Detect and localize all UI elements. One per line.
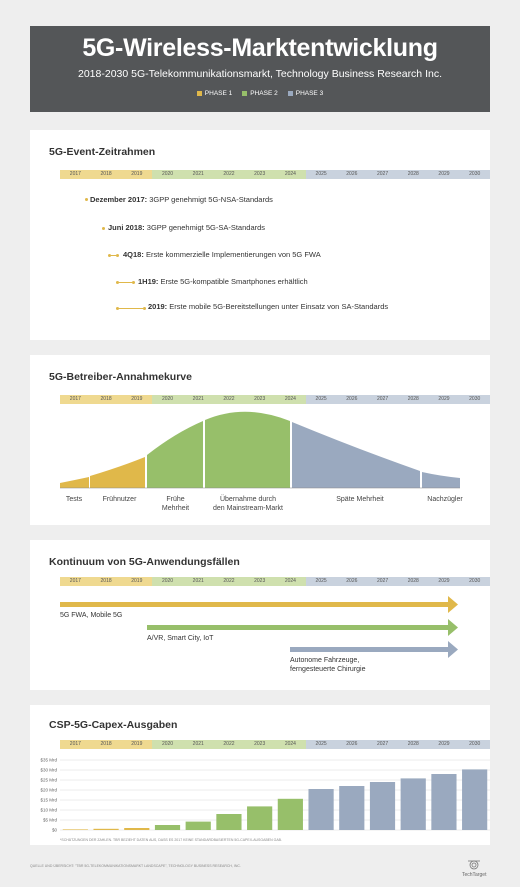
year-cell-2017: 2017 xyxy=(60,395,91,404)
curve-tests xyxy=(60,477,89,488)
capex-ytick-label: $20 Mrd xyxy=(40,787,57,793)
event-dot-1 xyxy=(85,198,88,201)
legend-swatch-2 xyxy=(242,91,247,96)
adoption-label-laggards-text: Nachzügler xyxy=(427,496,463,503)
year-cell-2024: 2024 xyxy=(275,170,306,179)
year-cell-2027: 2027 xyxy=(367,170,398,179)
capex-ytick-label: $25 Mrd xyxy=(40,777,57,783)
year-cell-2025: 2025 xyxy=(306,577,337,586)
year-cell-2029: 2029 xyxy=(429,170,460,179)
year-cell-2019: 2019 xyxy=(121,170,152,179)
capex-chart-svg xyxy=(30,705,490,845)
capex-footnote: *SCHÄTZUNGEN DER ZAHLEN. TBR BEZIEHT DATEN AUS, DASS ES 2017 KEINE STANDARDBASIERTEN 5G-CAPEX-AUSGABEN GAB. xyxy=(60,838,282,842)
legend-phase-1 xyxy=(197,90,232,97)
capex-bar-2026 xyxy=(339,786,364,830)
event-line-4 xyxy=(119,282,132,283)
phase-legend xyxy=(30,90,490,97)
year-cell-2022: 2022 xyxy=(214,395,245,404)
event-5-text: Erste mobile 5G-Bereitstellungen unter Einsatz von SA-Standards xyxy=(167,302,389,311)
adoption-label-early-majority xyxy=(148,495,203,513)
event-dot-2 xyxy=(102,227,105,230)
event-2-date: Juni 2018: xyxy=(108,223,145,232)
event-1-date: Dezember 2017: xyxy=(90,195,148,204)
adoption-label-mainstream-2: den Mainstream-Markt xyxy=(212,505,284,512)
year-cell-2028: 2028 xyxy=(398,170,429,179)
event-4 xyxy=(138,277,308,286)
year-cell-2021: 2021 xyxy=(183,170,214,179)
adoption-card xyxy=(30,355,490,525)
legend-swatch-1 xyxy=(197,91,202,96)
year-cell-2026: 2026 xyxy=(336,395,367,404)
year-cell-2025: 2025 xyxy=(306,395,337,404)
event-5-date: 2019: xyxy=(148,302,168,311)
year-cell-2026: 2026 xyxy=(336,577,367,586)
adoption-label-laggards xyxy=(415,495,475,504)
year-strip xyxy=(60,170,490,179)
year-cell-2021: 2021 xyxy=(183,577,214,586)
year-cell-2019: 2019 xyxy=(121,395,152,404)
event-4-text: Erste 5G-kompatible Smartphones erhältlich xyxy=(158,277,308,286)
adoption-label-mainstream xyxy=(198,495,298,513)
events-title: 5G-Event-Zeitrahmen xyxy=(49,146,156,158)
year-cell-2023: 2023 xyxy=(244,170,275,179)
adoption-label-early-majority-1: Frühe xyxy=(166,496,185,503)
usecase-label-3 xyxy=(290,656,366,674)
capex-bar-2020 xyxy=(155,825,180,830)
year-cell-2024: 2024 xyxy=(275,577,306,586)
event-2 xyxy=(108,223,265,232)
year-cell-2030: 2030 xyxy=(459,395,490,404)
year-cell-2027: 2027 xyxy=(367,740,398,749)
page-title: 5G-Wireless-Marktentwicklung xyxy=(82,34,438,62)
year-cell-2025: 2025 xyxy=(306,740,337,749)
usecase-arrow-1-shaft xyxy=(60,602,448,607)
year-cell-2029: 2029 xyxy=(429,577,460,586)
year-cell-2023: 2023 xyxy=(244,577,275,586)
event-line-5 xyxy=(119,308,143,309)
adoption-label-mainstream-1: Übernahme durch xyxy=(219,496,277,503)
legend-label-3: PHASE 3 xyxy=(295,90,324,97)
year-cell-2028: 2028 xyxy=(398,577,429,586)
legend-phase-3 xyxy=(288,90,323,97)
capex-bar-2019 xyxy=(124,828,149,830)
year-cell-2020: 2020 xyxy=(152,395,183,404)
year-cell-2020: 2020 xyxy=(152,577,183,586)
usecase-label-2 xyxy=(147,634,213,643)
capex-bar-2030 xyxy=(462,769,487,830)
legend-swatch-3 xyxy=(288,91,293,96)
capex-bar-2028 xyxy=(401,778,426,830)
year-cell-2022: 2022 xyxy=(214,170,245,179)
events-card xyxy=(30,130,490,340)
legend-phase-2 xyxy=(242,90,277,97)
page-subtitle: 2018-2030 5G-Telekommunikationsmarkt, Technology Business Research Inc. xyxy=(78,68,442,80)
usecases-card xyxy=(30,540,490,690)
capex-bar-2017 xyxy=(63,829,88,830)
curve-early-majority xyxy=(147,421,203,488)
event-dot-4b xyxy=(132,281,135,284)
year-cell-2023: 2023 xyxy=(244,740,275,749)
event-dot-5b xyxy=(143,307,146,310)
year-cell-2021: 2021 xyxy=(183,740,214,749)
adoption-label-early-majority-2: Mehrheit xyxy=(161,505,190,512)
techtarget-logo-text: TechTarget xyxy=(462,872,487,878)
capex-ytick-label: $15 Mrd xyxy=(40,797,57,803)
usecase-arrow-3-head xyxy=(448,641,458,658)
capex-bar-2021 xyxy=(186,822,211,830)
adoption-label-early-adopters xyxy=(92,495,147,504)
curve-late-majority xyxy=(292,422,420,488)
year-cell-2019: 2019 xyxy=(121,740,152,749)
year-cell-2028: 2028 xyxy=(398,740,429,749)
year-cell-2029: 2029 xyxy=(429,395,460,404)
legend-label-2: PHASE 2 xyxy=(250,90,278,97)
curve-early-adopters xyxy=(90,457,145,488)
adoption-title: 5G-Betreiber-Annahmekurve xyxy=(49,371,192,383)
capex-title: CSP-5G-Capex-Ausgaben xyxy=(49,719,178,731)
capex-card xyxy=(30,705,490,845)
year-cell-2022: 2022 xyxy=(214,577,245,586)
event-1 xyxy=(90,195,273,204)
capex-bar-2023 xyxy=(247,806,272,830)
capex-bar-2029 xyxy=(431,774,456,830)
usecase-label-1 xyxy=(60,611,122,620)
source-footer: QUELLE UND ÜBERSICHT: "TBR 5G-TELEKOMMUNIKATIONSMARKT LANDSCAPE", TECHNOLOGY BUSINESS RESEARCH, INC. xyxy=(30,864,241,868)
year-cell-2025: 2025 xyxy=(306,170,337,179)
curve-mainstream xyxy=(205,412,290,488)
year-cell-2028: 2028 xyxy=(398,395,429,404)
usecase-label-3-line1: Autonome Fahrzeuge, xyxy=(290,657,360,664)
event-3-text: Erste kommerzielle Implementierungen von 5G FWA xyxy=(143,250,321,259)
year-cell-2030: 2030 xyxy=(459,170,490,179)
techtarget-logo-icon xyxy=(465,858,483,870)
year-cell-2018: 2018 xyxy=(91,577,122,586)
event-3 xyxy=(123,250,321,259)
year-cell-2017: 2017 xyxy=(60,740,91,749)
adoption-label-tests xyxy=(54,495,94,504)
event-2-text: 3GPP genehmigt 5G-SA-Standards xyxy=(144,223,266,232)
usecase-label-3-line2: ferngesteuerte Chirurgie xyxy=(290,666,366,673)
usecase-label-2-text: A/VR, Smart City, IoT xyxy=(147,635,214,642)
year-cell-2020: 2020 xyxy=(152,170,183,179)
year-cell-2026: 2026 xyxy=(336,740,367,749)
capex-ytick-label: $10 Mrd xyxy=(40,807,57,813)
usecase-arrow-2-shaft xyxy=(147,625,448,630)
usecase-arrow-1-head xyxy=(448,596,458,613)
year-cell-2024: 2024 xyxy=(275,740,306,749)
event-dot-3b xyxy=(116,254,119,257)
capex-bar-2022 xyxy=(216,814,241,830)
year-cell-2018: 2018 xyxy=(91,740,122,749)
event-4-date: 1H19: xyxy=(138,277,159,286)
adoption-label-late-majority-text: Späte Mehrheit xyxy=(336,496,384,503)
adoption-label-early-adopters-text: Frühnutzer xyxy=(102,496,137,503)
year-cell-2024: 2024 xyxy=(275,395,306,404)
capex-bar-2027 xyxy=(370,782,395,830)
capex-bar-2025 xyxy=(308,789,333,830)
year-cell-2026: 2026 xyxy=(336,170,367,179)
capex-bar-2018 xyxy=(93,829,118,830)
year-cell-2017: 2017 xyxy=(60,170,91,179)
year-cell-2021: 2021 xyxy=(183,395,214,404)
year-cell-2019: 2019 xyxy=(121,577,152,586)
header-banner xyxy=(30,26,490,112)
event-3-date: 4Q18: xyxy=(123,250,144,259)
usecase-arrow-2-head xyxy=(448,619,458,636)
adoption-label-tests-text: Tests xyxy=(65,496,83,503)
capex-ytick-label: $5 Mrd xyxy=(42,817,57,823)
capex-ytick-label: $30 Mrd xyxy=(40,767,57,773)
usecase-label-1-text: 5G FWA, Mobile 5G xyxy=(60,612,123,619)
event-1-text: 3GPP genehmigt 5G-NSA-Standards xyxy=(147,195,273,204)
year-cell-2022: 2022 xyxy=(214,740,245,749)
capex-bar-2024 xyxy=(278,799,303,830)
techtarget-logo xyxy=(462,858,486,878)
legend-label-1: PHASE 1 xyxy=(204,90,233,97)
usecases-title: Kontinuum von 5G-Anwendungsfällen xyxy=(49,556,240,568)
capex-ytick-label: $35 Mrd xyxy=(40,757,57,763)
year-cell-2023: 2023 xyxy=(244,395,275,404)
year-cell-2018: 2018 xyxy=(91,395,122,404)
year-cell-2030: 2030 xyxy=(459,577,490,586)
year-cell-2029: 2029 xyxy=(429,740,460,749)
year-cell-2020: 2020 xyxy=(152,740,183,749)
year-cell-2027: 2027 xyxy=(367,577,398,586)
year-cell-2027: 2027 xyxy=(367,395,398,404)
capex-ytick-label: $0 xyxy=(51,827,57,833)
year-cell-2030: 2030 xyxy=(459,740,490,749)
event-5 xyxy=(148,302,388,311)
usecase-arrow-3-shaft xyxy=(290,647,448,652)
year-cell-2017: 2017 xyxy=(60,577,91,586)
curve-laggards xyxy=(422,472,460,488)
year-cell-2018: 2018 xyxy=(91,170,122,179)
adoption-label-late-majority xyxy=(315,495,405,504)
